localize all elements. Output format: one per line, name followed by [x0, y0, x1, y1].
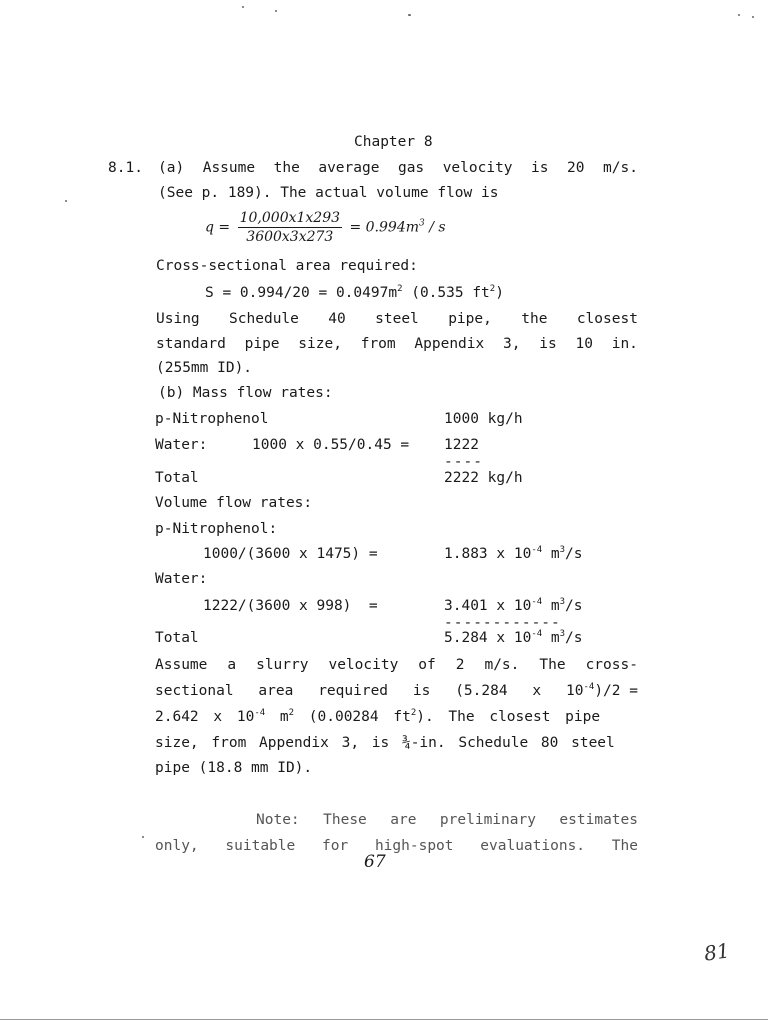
word: slurry — [256, 657, 309, 673]
word: is — [531, 160, 549, 176]
tail-exp: -4 — [583, 682, 595, 692]
word: high-spot — [374, 838, 454, 854]
word: 40 — [328, 311, 346, 327]
vol-water-calc: 1222/(3600 x 998) = — [203, 598, 378, 614]
vol-total-label: Total — [155, 630, 199, 646]
word: suitable — [225, 838, 296, 854]
total-label: Total — [155, 470, 199, 486]
word: the — [273, 160, 300, 176]
pn-label: p-Nitrophenol — [155, 411, 269, 427]
scan-speck — [142, 836, 144, 838]
area-equation — [205, 285, 504, 301]
corner-mark: 81 — [702, 938, 731, 966]
vol-pn-label: p-Nitrophenol: — [155, 521, 278, 537]
word: standard — [156, 336, 226, 352]
word: only, — [155, 838, 199, 854]
pn-value: 1000 kg/h — [444, 411, 523, 427]
text: ). The closest pipe — [416, 709, 601, 725]
word: velocity — [442, 160, 513, 176]
word: size, — [298, 336, 342, 352]
vol-water-label: Water: — [155, 571, 208, 587]
part-a-line-1 — [158, 160, 638, 176]
value-unit: /s — [565, 598, 583, 614]
value-text: 1.883 x 10 — [444, 546, 532, 562]
text: (0.00284 ft — [294, 709, 411, 725]
text: m — [265, 709, 289, 725]
word: (5.284 — [455, 683, 508, 699]
pipe-paragraph-line-1 — [156, 311, 638, 327]
word: m/s. — [603, 160, 638, 176]
word: is — [539, 336, 557, 352]
vol-total-value — [444, 630, 583, 646]
value-unit: /s — [565, 630, 583, 646]
page-number: 67 — [364, 852, 386, 872]
word: in. — [611, 336, 638, 352]
area-eq-exp: 2 — [397, 284, 403, 294]
note-line-1 — [256, 812, 638, 828]
exp: 2 — [410, 708, 417, 718]
volume-flow-formula — [205, 210, 446, 245]
word: for — [322, 838, 349, 854]
word: Assume — [155, 657, 208, 673]
scan-speck — [242, 6, 244, 8]
word: are — [390, 812, 417, 828]
formula-denominator: 3600x3x273 — [246, 229, 334, 245]
long-rule: ------------ — [444, 615, 561, 631]
scan-speck — [738, 14, 740, 16]
unit-exp: 3 — [559, 629, 566, 639]
word: the — [521, 311, 548, 327]
word: sectional — [155, 683, 234, 699]
area-eq-text: S = 0.994/20 = 0.0497m — [205, 285, 398, 301]
word: preliminary — [439, 812, 536, 828]
area-eq-exp: 2 — [489, 284, 496, 294]
word: evaluations. — [480, 838, 586, 854]
value-unit: m — [542, 598, 560, 614]
formula-fraction — [238, 210, 342, 245]
word: The — [539, 657, 566, 673]
word: These — [323, 812, 367, 828]
problem-number: 8.1. — [108, 160, 143, 176]
word: of — [418, 657, 436, 673]
pipe-paragraph-line-2 — [156, 336, 638, 352]
formula-numerator: 10,000x1x293 — [239, 210, 341, 226]
scan-speck — [65, 200, 67, 202]
word: Note: — [256, 812, 300, 828]
value-exp: -4 — [531, 629, 543, 639]
word: Appendix — [414, 336, 485, 352]
word: 3, — [503, 336, 521, 352]
formula-rhs-unit: / s — [424, 219, 446, 236]
word: 10 — [575, 336, 593, 352]
word: area — [258, 683, 294, 699]
word: 2 — [455, 657, 465, 673]
value-unit: m — [542, 546, 560, 562]
vol-pn-value — [444, 546, 583, 562]
total-value: 2222 kg/h — [444, 470, 523, 486]
mass-flow-heading: (b) Mass flow rates: — [158, 385, 333, 401]
slurry-line-1 — [155, 657, 638, 673]
area-heading: Cross-sectional area required: — [156, 258, 418, 274]
unit-exp: 3 — [559, 545, 566, 555]
word: average — [318, 160, 380, 176]
word: a — [227, 657, 237, 673]
value-unit: m — [542, 630, 560, 646]
value-text: 3.401 x 10 — [444, 598, 532, 614]
scan-speck — [752, 16, 754, 18]
word: (a) — [158, 160, 185, 176]
tail-text: 10 — [566, 683, 584, 699]
word: Assume — [202, 160, 256, 176]
word: estimates — [559, 812, 638, 828]
word: from — [360, 336, 396, 352]
text: 2.642 x 10 — [155, 709, 255, 725]
word: m/s. — [484, 657, 520, 673]
water-label: Water: — [155, 437, 208, 453]
exp: -4 — [254, 708, 266, 718]
unit-exp: 3 — [559, 597, 566, 607]
scan-speck — [408, 14, 411, 16]
slurry-line-3 — [155, 709, 600, 725]
water-calc: 1000 x 0.55/0.45 = — [252, 437, 410, 453]
scan-edge-line — [0, 1019, 768, 1020]
vol-water-value — [444, 598, 583, 614]
value-exp: -4 — [531, 545, 543, 555]
scan-speck — [275, 10, 277, 12]
short-rule: ---- — [444, 454, 483, 470]
word: The — [611, 838, 638, 854]
exp: 2 — [288, 708, 295, 718]
chapter-title: Chapter 8 — [354, 134, 433, 150]
value-unit: /s — [565, 546, 583, 562]
value-exp: -4 — [531, 597, 543, 607]
water-value: 1222 — [444, 437, 479, 453]
pipe-paragraph-line-3: (255mm ID). — [156, 360, 253, 376]
word: velocity — [328, 657, 399, 673]
formula-rhs-exp: 3 — [419, 218, 425, 229]
note-line-2 — [155, 838, 638, 854]
word: steel — [375, 311, 419, 327]
slurry-line-4: size, from Appendix 3, is ¾-in. Schedule 80 steel — [155, 735, 615, 751]
tail-text: )/2 = — [594, 683, 638, 699]
vol-pn-calc: 1000/(3600 x 1475) = — [203, 546, 378, 562]
formula-rhs: = 0.994m — [349, 219, 420, 236]
word: pipe, — [448, 311, 492, 327]
word: 20 — [567, 160, 585, 176]
word: gas — [397, 160, 425, 176]
word: x — [532, 683, 542, 699]
part-a-line-2: (See p. 189). The actual volume flow is — [158, 185, 499, 201]
slurry-line-2 — [155, 683, 638, 699]
word: pipe — [244, 336, 280, 352]
area-eq-text: ) — [495, 285, 504, 301]
word — [566, 683, 638, 699]
word: closest — [576, 311, 638, 327]
word: Schedule — [229, 311, 299, 327]
word: Using — [156, 311, 200, 327]
volume-flow-heading: Volume flow rates: — [155, 495, 313, 511]
formula-lhs: q = — [205, 219, 231, 236]
word: required — [318, 683, 389, 699]
word: is — [412, 683, 431, 699]
value-text: 5.284 x 10 — [444, 630, 532, 646]
area-eq-text: (0.535 ft — [402, 285, 490, 301]
word: cross- — [585, 657, 638, 673]
slurry-line-5: pipe (18.8 mm ID). — [155, 760, 313, 776]
